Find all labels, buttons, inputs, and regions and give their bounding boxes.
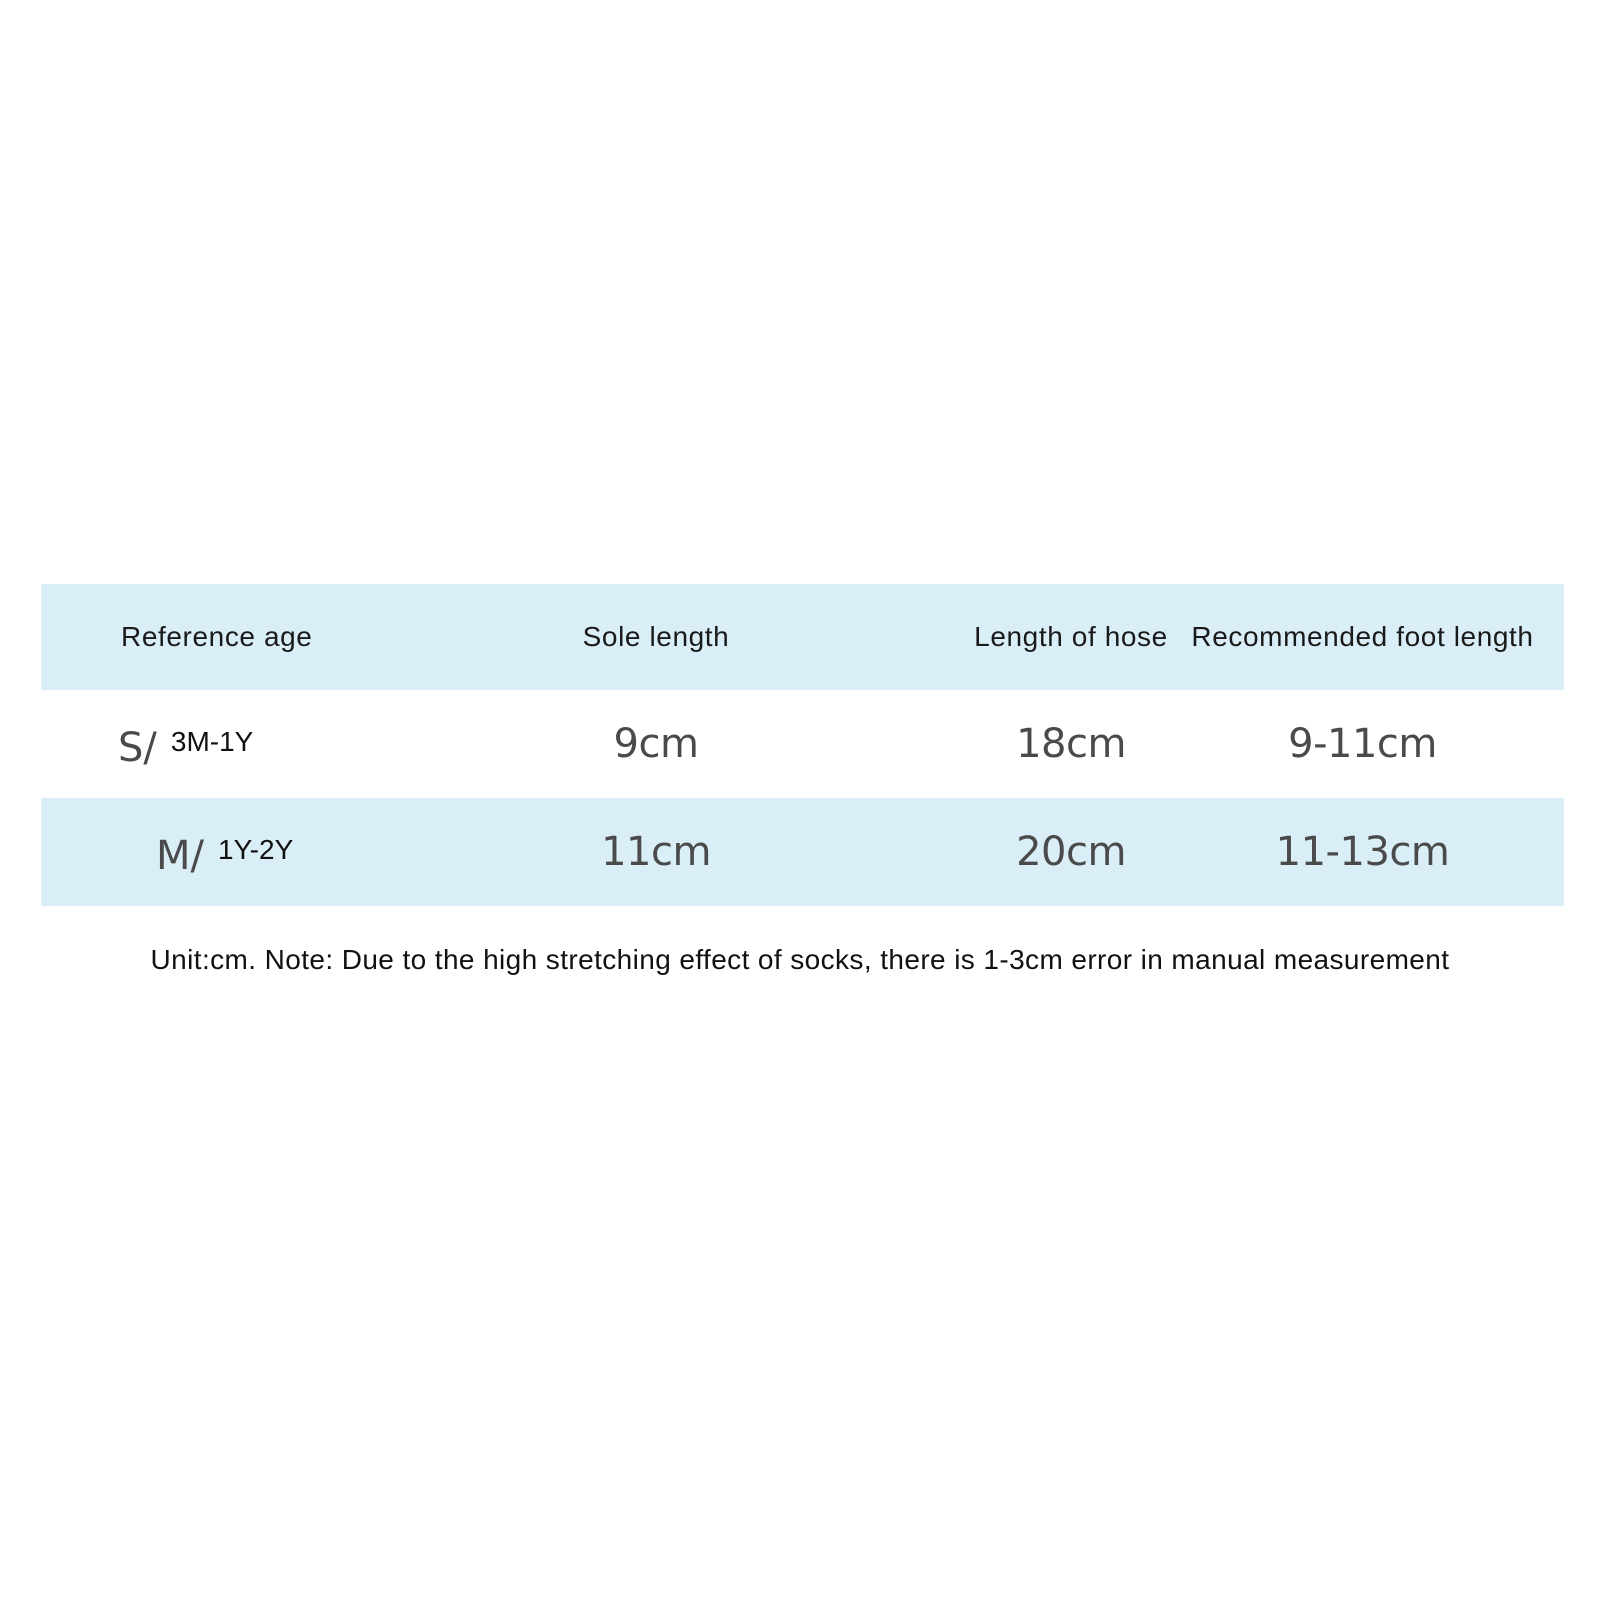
foot-length-value: 9-11cm xyxy=(1288,721,1437,767)
header-cell-reference-age xyxy=(41,584,421,690)
hose-length-value: 18cm xyxy=(1016,721,1126,767)
foot-length-value: 11-13cm xyxy=(1275,829,1450,875)
sole-length-cell xyxy=(421,690,891,798)
table-header-row xyxy=(41,584,1564,690)
foot-length-cell xyxy=(1161,690,1564,798)
size-table xyxy=(41,584,1564,906)
foot-length-cell xyxy=(1161,798,1564,906)
size-age-cell xyxy=(118,690,253,798)
header-sole-length: Sole length xyxy=(582,621,730,652)
age-range: 3M-1Y xyxy=(170,726,254,757)
size-age-cell xyxy=(156,798,293,906)
header-reference-age: Reference age xyxy=(121,621,313,652)
header-cell-sole-length xyxy=(421,584,891,690)
hose-length-value: 20cm xyxy=(1016,829,1126,875)
measurement-note: Unit:cm. Note: Due to the high stretching effect of socks, there is 1-3cm error in manual measurement xyxy=(150,944,1450,975)
size-label: S/ xyxy=(118,725,157,771)
table-row xyxy=(41,690,1564,798)
header-length-of-hose: Length of hose xyxy=(974,621,1168,652)
sole-length-cell xyxy=(421,798,891,906)
sole-length-value: 11cm xyxy=(601,829,711,875)
age-range: 1Y-2Y xyxy=(218,834,294,865)
size-label: M/ xyxy=(156,833,204,879)
header-cell-foot-length xyxy=(1161,584,1564,690)
table-row xyxy=(41,798,1564,906)
sole-length-value: 9cm xyxy=(613,721,699,767)
header-recommended-foot-length: Recommended foot length xyxy=(1191,621,1534,652)
